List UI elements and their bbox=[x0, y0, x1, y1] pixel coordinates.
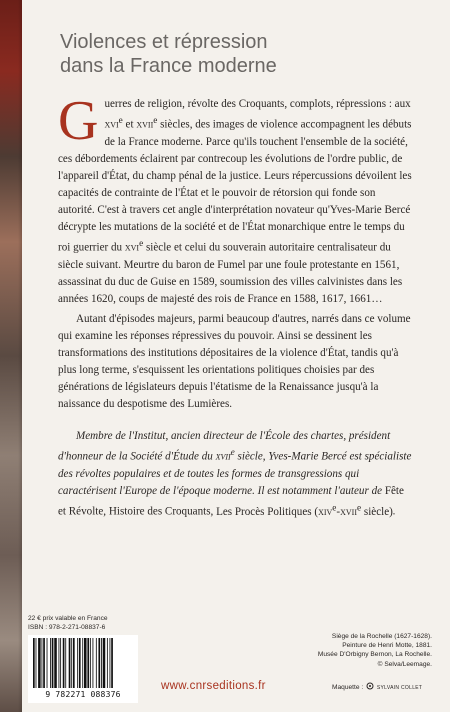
drop-cap: G bbox=[58, 90, 99, 152]
book-title-croquants: Histoire des Croquants bbox=[108, 505, 211, 518]
title-line-2: dans la France moderne bbox=[60, 55, 277, 77]
back-cover-text bbox=[58, 90, 414, 521]
price-info bbox=[28, 614, 158, 632]
book-title-proces: Les Procès Politiques (xiv$^e$-xvii$^e$ siècle) bbox=[216, 503, 393, 518]
barcode-digits: 9 782271 088376 bbox=[45, 690, 121, 699]
price-label: 22 € prix valable en France bbox=[28, 615, 108, 622]
book-title bbox=[60, 30, 420, 78]
publisher-website: www.cnrseditions.fr bbox=[161, 680, 266, 692]
author-bio: Membre de l'Institut, ancien directeur de l'École des chartes, président d'honneur de la Société d'Étude du xvii$^e$ siècle, Yves-Marie Bercé est spécialiste des révoltes populaires et de toutes les formes de transgressions qui caractérisent l'Europe de l'époque moderne. Il est notamment l'auteur de Fête et Révolte, Histoire des Croquants, Les Procès Politiques (xiv$^e$-xvii$^e$ siècle). bbox=[58, 430, 412, 518]
summary-paragraph-1: Guerres de religion, révolte des Croquants, complots, répressions : aux xvi$^e$ et xvii$^e$ siècles, des images de violence accompagnent les débuts de la France moderne. Parce qu'ils touchent l'ensemble de la société, ces débordements éclairent par contrecoup les évolutions de l'ordre public, de l'appareil d'État, du champ pénal de la justice. Leurs répercussions dévoilent les capacités de contrainte de l'État et le pouvoir de rétorsion qui fonde son autorité. C'est à travers cet angle d'interprétation novateur qu'Yves-Marie Bercé décrypte les mutations de la société et de l'État monarchique entre le temps du roi guerrier du xvi$^e$ siècle et celui du souverain autoritaire centralisateur du siècle suivant. Meurtre du baron de Fumel par une foule protestante en 1561, assassinat du duc de Guise en 1589, soumission des villes calvinistes dans les années 1620, coups de majesté des rois de France en 1588, 1617, 1661… bbox=[58, 90, 412, 306]
credit-line-3: Musée D'Orbigny Bernon, La Rochelle. bbox=[317, 651, 432, 659]
credit-line-2: Peinture de Henri Motte, 1881. bbox=[342, 642, 432, 650]
isbn-label: ISBN : 978-2-271-08837-6 bbox=[28, 624, 106, 631]
maquette-label: Maquette : bbox=[332, 684, 364, 691]
circle-logo-icon bbox=[366, 682, 374, 690]
book-title-fete: Fête et Révolte bbox=[58, 485, 404, 518]
designer-name: SYLVAIN COLLET bbox=[376, 685, 423, 691]
title-line-1: Violences et répression bbox=[60, 31, 268, 53]
credit-line-4: © Selva/Leemage. bbox=[377, 660, 432, 668]
summary-paragraph-2: Autant d'épisodes majeurs, parmi beaucoup d'autres, narrés dans ce volume qui examine les réponses répressives du pouvoir. Ainsi se dessinent les transformations des institutions dépositaires de la violence d'État, tandis qu'à plus long terme, s'esquissent les orientations politiques choisies par des générations de législateurs depuis l'étatisme de la Renaissance jusqu'à la naissance du despotisme des Lumières. bbox=[58, 312, 411, 410]
barcode-bars-icon bbox=[31, 638, 135, 690]
credit-line-1: Siège de la Rochelle (1627-1628). bbox=[331, 633, 432, 640]
image-credit bbox=[282, 632, 432, 669]
cover-painting-strip bbox=[0, 0, 22, 712]
barcode bbox=[28, 635, 138, 703]
design-credit bbox=[332, 682, 442, 691]
